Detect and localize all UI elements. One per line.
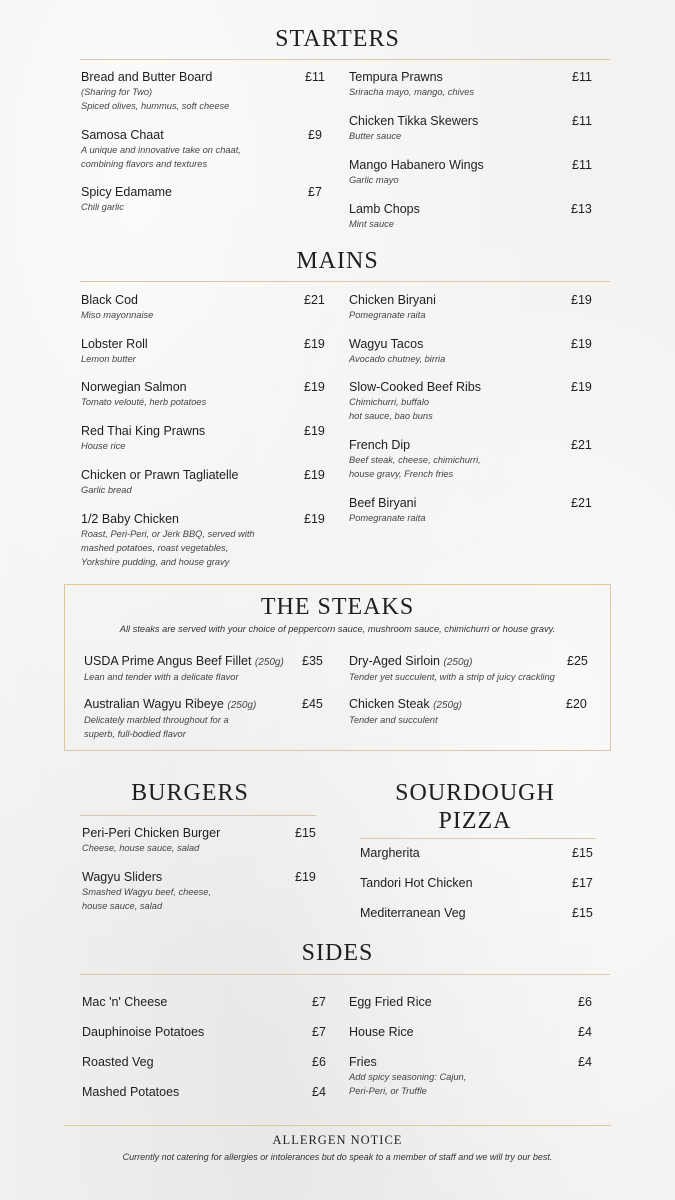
item-price: £7 <box>308 185 322 199</box>
item-name: Roasted Veg <box>82 1055 154 1069</box>
menu-item <box>81 70 229 113</box>
item-price: £11 <box>572 70 592 84</box>
allergen-text: Currently not catering for allergies or intolerances but do speak to a member of staff and we will try our best. <box>122 1152 553 1162</box>
sides-divider <box>80 974 610 975</box>
menu-item <box>81 468 239 497</box>
menu-item <box>349 697 462 727</box>
steak-name: Dry-Aged Sirloin <box>349 654 441 668</box>
item-name <box>349 654 555 670</box>
item-name: Peri-Peri Chicken Burger <box>82 826 221 840</box>
menu-item <box>82 826 220 855</box>
item-price: £19 <box>304 512 325 526</box>
item-desc: Chimichurri, buffalo <box>349 397 430 407</box>
menu-item <box>81 337 148 366</box>
steak-name: USDA Prime Angus Beef Fillet <box>84 654 252 668</box>
item-desc: Lean and tender with a delicate flavor <box>84 672 239 682</box>
menu-item <box>360 876 473 891</box>
menu-item <box>81 293 153 322</box>
item-desc: hot sauce, bao buns <box>349 411 433 421</box>
item-desc: Avocado chutney, birria <box>349 354 446 364</box>
item-name: Samosa Chaat <box>81 128 164 142</box>
menu-item <box>360 906 466 921</box>
item-name: Spicy Edamame <box>81 185 173 199</box>
menu-item <box>349 380 481 423</box>
item-name: Chicken or Prawn Tagliatelle <box>81 468 239 482</box>
item-price: £4 <box>578 1055 592 1069</box>
menu-item <box>349 654 555 684</box>
item-price: £7 <box>312 1025 326 1039</box>
item-name: Mediterranean Veg <box>360 906 466 920</box>
item-desc: combining flavors and textures <box>81 159 208 169</box>
menu-item <box>349 438 481 481</box>
item-name: Beef Biryani <box>349 496 417 510</box>
item-price: £15 <box>572 906 593 920</box>
item-name: Chicken Tikka Skewers <box>349 114 479 128</box>
item-name: Tempura Prawns <box>349 70 443 84</box>
item-price: £19 <box>304 424 325 438</box>
item-price: £11 <box>305 70 325 84</box>
steak-name: Chicken Steak <box>349 697 430 711</box>
sides-heading: SIDES <box>301 940 374 966</box>
item-price: £45 <box>302 697 323 711</box>
allergen-divider <box>64 1125 611 1126</box>
item-desc: Yorkshire pudding, and house gravy <box>81 557 230 567</box>
item-desc: (Sharing for Two) <box>81 87 153 97</box>
item-name: Tandori Hot Chicken <box>360 876 473 890</box>
menu-item <box>82 1025 204 1040</box>
menu-item <box>82 1085 179 1100</box>
allergen-title: ALLERGEN NOTICE <box>272 1133 403 1147</box>
item-name <box>84 654 284 670</box>
item-desc: house sauce, salad <box>82 901 163 911</box>
item-name: Bread and Butter Board <box>81 70 213 84</box>
item-desc: mashed potatoes, roast vegetables, <box>81 543 229 553</box>
menu-item <box>349 202 420 231</box>
item-desc: house gravy, French fries <box>349 469 454 479</box>
item-desc: Tender yet succulent, with a strip of juicy crackling <box>349 672 555 682</box>
item-desc: Peri-Peri, or Truffle <box>349 1086 427 1096</box>
item-desc: Garlic bread <box>81 485 132 495</box>
item-desc: Smashed Wagyu beef, cheese, <box>82 887 212 897</box>
item-desc: Tomato velouté, herb potatoes <box>81 397 207 407</box>
steak-weight: (250g) <box>254 657 284 668</box>
item-desc: Sriracha mayo, mango, chives <box>349 87 475 97</box>
item-desc: A unique and innovative take on chaat, <box>81 145 241 155</box>
item-price: £15 <box>295 826 316 840</box>
item-desc: Tender and succulent <box>349 715 438 725</box>
steak-weight: (250g) <box>433 700 462 711</box>
item-price: £9 <box>308 128 322 142</box>
menu-item <box>349 114 478 143</box>
item-price: £19 <box>304 337 325 351</box>
item-price: £4 <box>312 1085 326 1099</box>
item-price: £19 <box>295 870 316 884</box>
starters-heading: STARTERS <box>275 26 400 52</box>
menu-item <box>82 995 167 1010</box>
steak-name: Australian Wagyu Ribeye <box>84 697 224 711</box>
item-name: Mac 'n' Cheese <box>82 995 168 1009</box>
steaks-heading: THE STEAKS <box>260 594 415 620</box>
mains-heading: MAINS <box>296 248 379 274</box>
item-name: Slow-Cooked Beef Ribs <box>349 380 482 394</box>
item-price: £19 <box>571 337 592 351</box>
item-desc: House rice <box>81 441 126 451</box>
mains-divider <box>80 281 610 282</box>
item-price: £15 <box>572 846 593 860</box>
item-name: Lamb Chops <box>349 202 420 216</box>
steaks-note: All steaks are served with your choice of peppercorn sauce, mushroom sauce, chimichurri or house gravy. <box>119 624 556 634</box>
item-price: £11 <box>572 158 592 172</box>
item-name: French Dip <box>349 438 411 452</box>
item-name: Fries <box>349 1055 377 1069</box>
item-name: Egg Fried Rice <box>349 995 432 1009</box>
item-name: Dauphinoise Potatoes <box>82 1025 205 1039</box>
menu-item <box>349 1055 466 1098</box>
item-name <box>349 697 462 713</box>
item-price: £19 <box>304 468 325 482</box>
item-name: Mango Habanero Wings <box>349 158 484 172</box>
item-name: House Rice <box>349 1025 414 1039</box>
item-desc: Cheese, house sauce, salad <box>82 843 200 853</box>
pizza-divider <box>360 838 596 839</box>
menu-item <box>81 128 241 171</box>
item-desc: Miso mayonnaise <box>81 310 154 320</box>
item-price: £6 <box>578 995 592 1009</box>
item-price: £21 <box>571 438 592 452</box>
menu-item <box>349 293 436 322</box>
item-desc: Roast, Peri-Peri, or Jerk BBQ, served with <box>81 529 255 539</box>
steak-weight: (250g) <box>443 657 473 668</box>
item-price: £7 <box>312 995 326 1009</box>
item-price: £20 <box>566 697 587 711</box>
item-price: £17 <box>572 876 593 890</box>
menu-item <box>349 496 426 525</box>
item-price: £11 <box>572 114 592 128</box>
item-name: Black Cod <box>81 293 138 307</box>
menu-item <box>349 70 474 99</box>
menu-item <box>81 512 255 569</box>
item-desc: Mint sauce <box>349 219 394 229</box>
item-name: Wagyu Tacos <box>349 337 424 351</box>
item-name <box>84 697 256 713</box>
item-name: Norwegian Salmon <box>81 380 187 394</box>
burgers-heading: BURGERS <box>131 780 249 806</box>
item-price: £4 <box>578 1025 592 1039</box>
item-desc: Beef steak, cheese, chimichurri, <box>349 455 481 465</box>
item-name: Chicken Biryani <box>349 293 436 307</box>
menu-item <box>82 870 211 913</box>
menu-item <box>349 158 484 187</box>
item-price: £21 <box>571 496 592 510</box>
pizza-heading-line2: PIZZA <box>438 808 512 834</box>
item-price: £21 <box>304 293 325 307</box>
item-price: £19 <box>304 380 325 394</box>
item-price: £13 <box>571 202 592 216</box>
item-name: Red Thai King Prawns <box>81 424 206 438</box>
pizza-heading-line1: SOURDOUGH <box>395 780 555 806</box>
item-desc: Butter sauce <box>349 131 402 141</box>
menu-item <box>360 846 420 861</box>
item-name: Mashed Potatoes <box>82 1085 180 1099</box>
menu-item <box>82 1055 154 1070</box>
menu-item <box>349 995 432 1010</box>
menu-item <box>349 1025 414 1040</box>
item-desc: Pomegranate raita <box>349 310 426 320</box>
burgers-divider <box>80 815 316 816</box>
item-desc: Lemon butter <box>81 354 136 364</box>
item-price: £6 <box>312 1055 326 1069</box>
item-name: Margherita <box>360 846 420 860</box>
item-price: £19 <box>571 380 592 394</box>
item-desc: Chili garlic <box>81 202 124 212</box>
item-name: Lobster Roll <box>81 337 148 351</box>
menu-item <box>81 185 172 214</box>
menu-item <box>81 380 206 409</box>
item-desc: Delicately marbled throughout for a <box>84 715 229 725</box>
item-desc: Garlic mayo <box>349 175 399 185</box>
item-price: £25 <box>567 654 588 668</box>
item-name: 1/2 Baby Chicken <box>81 512 179 526</box>
menu-item <box>84 654 284 684</box>
starters-divider <box>80 59 610 60</box>
item-desc: superb, full-bodied flavor <box>84 729 186 739</box>
menu-item <box>81 424 205 453</box>
item-desc: Add spicy seasoning: Cajun, <box>349 1072 467 1082</box>
steak-weight: (250g) <box>227 700 257 711</box>
item-price: £19 <box>571 293 592 307</box>
menu-item <box>349 337 445 366</box>
item-desc: Pomegranate raita <box>349 513 426 523</box>
item-desc: Spiced olives, hummus, soft cheese <box>81 101 230 111</box>
menu-item <box>84 697 256 741</box>
item-name: Wagyu Sliders <box>82 870 163 884</box>
item-price: £35 <box>302 654 323 668</box>
